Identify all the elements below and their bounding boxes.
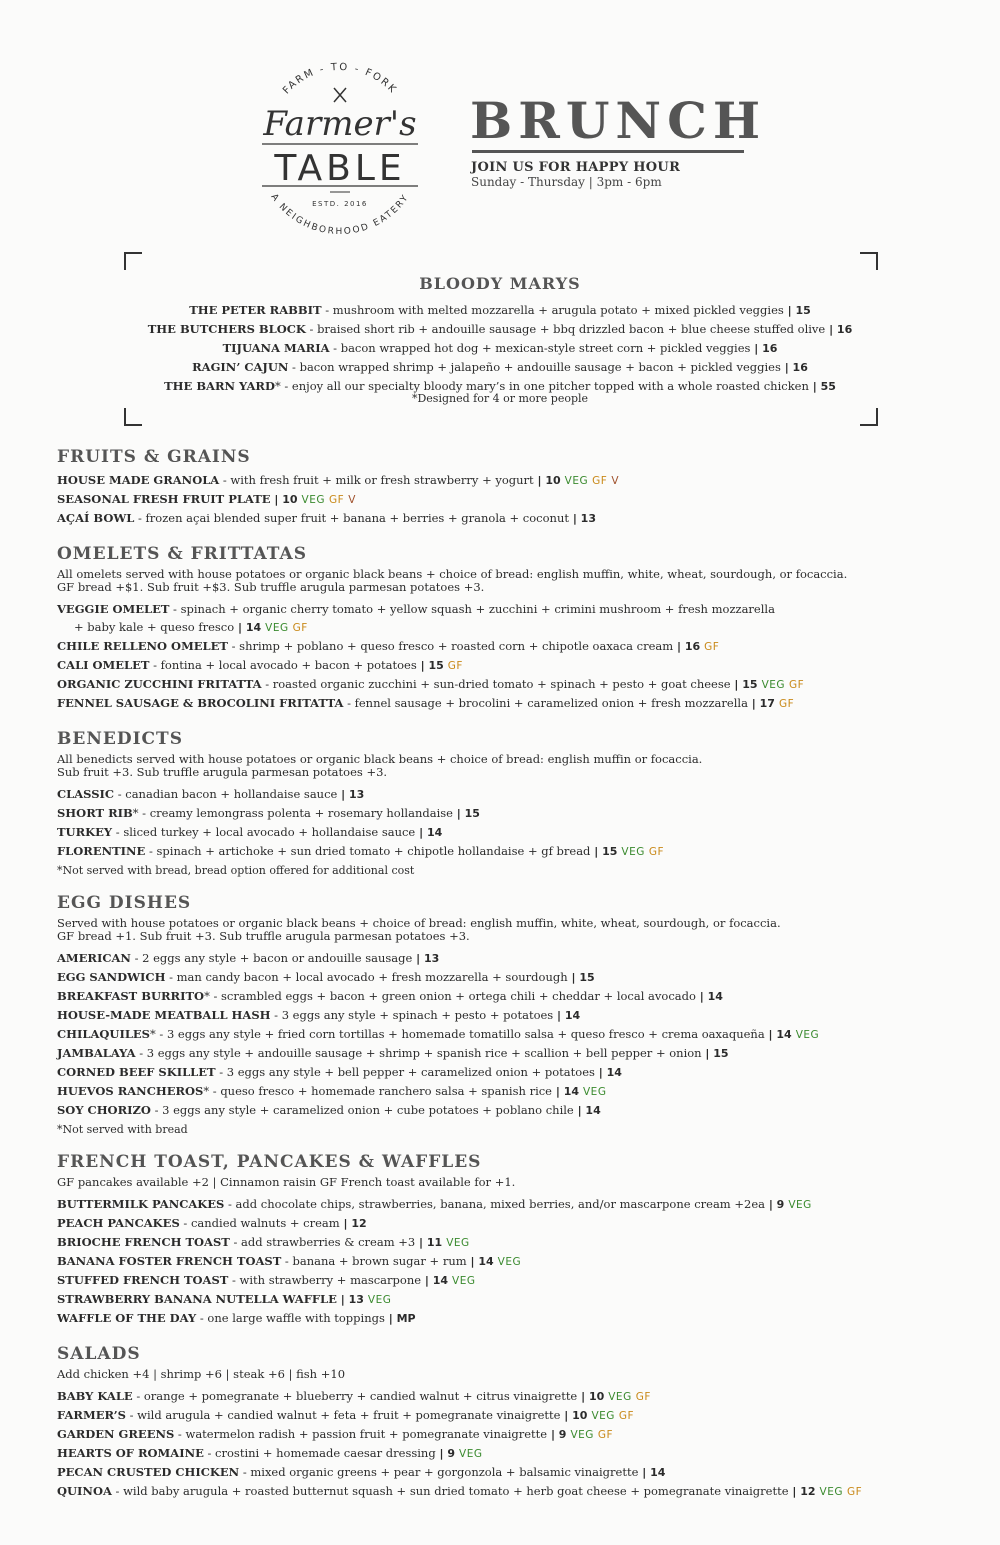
menu-item: [57, 842, 957, 861]
item-price: 9: [558, 1428, 567, 1441]
item-price: 55: [820, 380, 836, 393]
item-name: THE PETER RABBIT: [189, 303, 322, 317]
item-price: 16: [762, 342, 778, 355]
item-price: 13: [580, 512, 596, 525]
section-description-line: GF bread +1. Sub fruit +3. Sub truffle arugula parmesan potatoes +3.: [57, 929, 470, 943]
item-price: 17: [759, 697, 775, 710]
menu-sections: [57, 447, 957, 1501]
frame-corner-bottom-left: [124, 408, 142, 426]
section-description: [57, 1368, 957, 1381]
item-price: 16: [792, 361, 808, 374]
section-items: [57, 949, 957, 1120]
price-separator: |: [547, 1428, 559, 1441]
item-name: CLASSIC: [57, 787, 115, 801]
menu-item: [57, 694, 957, 713]
item-description: - 2 eggs any style + bacon or andouille sausage: [130, 951, 413, 965]
item-price: 15: [713, 1047, 729, 1060]
item-description: * - enjoy all our specialty bloody mary’s in one pitcher topped with a whole roasted chicken: [274, 379, 809, 393]
item-description: * - creamy lemongrass polenta + rosemary hollandaise: [132, 806, 453, 820]
price-separator: |: [825, 323, 837, 336]
item-description: * - queso fresco + homemade ranchero salsa + spanish rice: [203, 1084, 552, 1098]
item-name: VEGGIE OMELET: [57, 602, 170, 616]
item-price: 14: [606, 1066, 622, 1079]
section-note: *Not served with bread, bread option offered for additional cost: [57, 864, 415, 877]
section-title: FRUITS & GRAINS: [57, 447, 251, 467]
section-items: [57, 1195, 957, 1328]
item-price: 15: [602, 845, 618, 858]
menu-item: [57, 471, 957, 490]
price-separator: |: [552, 1085, 564, 1098]
item-name: STRAWBERRY BANANA NUTELLA WAFFLE: [57, 1292, 337, 1306]
price-separator: |: [783, 304, 796, 317]
item-name: CHILE RELLENO OMELET: [57, 639, 228, 653]
item-name: ORGANIC ZUCCHINI FRITATTA: [57, 677, 262, 691]
menu-item: [57, 1482, 957, 1501]
logo-bottom-arc: A NEIGHBORHOOD EATERY: [268, 192, 412, 238]
menu-section: [57, 1344, 957, 1501]
item-name: CORNED BEEF SKILLET: [57, 1065, 216, 1079]
menu-item: [57, 1006, 957, 1025]
item-description: - braised short rib + andouille sausage + bbq drizzled bacon + blue cheese stuffed olive: [305, 322, 826, 336]
dietary-tag: V: [348, 494, 356, 506]
item-name: THE BARN YARD: [164, 379, 275, 393]
menu-item: [57, 785, 957, 804]
item-price: 13: [348, 1293, 364, 1306]
menu-item: [57, 637, 957, 656]
dietary-tag: VEG: [608, 1391, 632, 1403]
item-description: - bacon wrapped hot dog + mexican-style street corn + pickled veggies: [329, 341, 751, 355]
section-items: [57, 1387, 957, 1501]
price-separator: |: [553, 1009, 565, 1022]
section-title: EGG DISHES: [57, 893, 192, 913]
price-separator: |: [750, 342, 763, 355]
item-description: - mixed organic greens + pear + gorgonzola + balsamic vinaigrette: [239, 1465, 639, 1479]
price-separator: |: [270, 493, 283, 506]
menu-item: [57, 1101, 957, 1120]
menu-item: [57, 1271, 957, 1290]
dietary-tag: VEG: [446, 1237, 470, 1249]
section-title: SALADS: [57, 1344, 141, 1364]
svg-text:FARM - TO - FORK: [281, 62, 399, 97]
menu-item: [57, 949, 957, 968]
menu-item: [57, 1387, 957, 1406]
price-separator: |: [533, 474, 546, 487]
item-price: 14: [432, 1274, 449, 1287]
section-description-line: Served with house potatoes or organic black beans + choice of bread: english muffin, white, wheat, sourdough, or focaccia.: [57, 916, 781, 930]
item-price: 12: [800, 1485, 816, 1498]
item-price: 12: [351, 1217, 367, 1230]
item-description: - man candy bacon + local avocado + fresh mozzarella + sourdough: [165, 970, 568, 984]
section-description-line: GF bread +$1. Sub fruit +$3. Sub truffle arugula parmesan potatoes +3.: [57, 580, 485, 594]
price-separator: |: [421, 1274, 433, 1287]
item-description: - watermelon radish + passion fruit + pomegranate vinaigrette: [174, 1427, 548, 1441]
farmers-table-logo: [240, 40, 440, 240]
menu-item: [57, 509, 957, 528]
section-items: [57, 600, 957, 713]
item-name: AMERICAN: [57, 951, 131, 965]
dietary-tag: GF: [847, 1486, 863, 1498]
price-separator: |: [415, 1236, 427, 1249]
dietary-tag: VEG: [564, 475, 589, 487]
item-description: - candied walnuts + cream: [179, 1216, 340, 1230]
dietary-tag: VEG: [591, 1410, 615, 1422]
dietary-tag: GF: [704, 641, 720, 653]
menu-item: [57, 1082, 957, 1101]
section-title: OMELETS & FRITTATAS: [57, 544, 307, 564]
item-name: JAMBALAYA: [57, 1046, 136, 1060]
item-price: 9: [447, 1447, 456, 1460]
item-name: QUINOA: [57, 1484, 112, 1498]
title-underline: [472, 150, 744, 153]
item-description: - with strawberry + mascarpone: [228, 1273, 422, 1287]
item-name: GARDEN GREENS: [57, 1427, 175, 1441]
price-separator: |: [764, 1028, 777, 1041]
item-name: RAGIN’ CAJUN: [192, 360, 289, 374]
item-price: 14: [245, 621, 262, 634]
menu-item: [57, 1025, 957, 1044]
price-separator: |: [435, 1447, 448, 1460]
item-price: 14: [564, 1009, 581, 1022]
item-name: BUTTERMILK PANCAKES: [57, 1197, 225, 1211]
item-description: - wild baby arugula + roasted butternut squash + sun dried tomato + herb goat cheese + pomegranate vinaigrette: [111, 1484, 789, 1498]
menu-section: [57, 544, 957, 713]
item-price: 10: [282, 493, 298, 506]
price-separator: |: [573, 1104, 586, 1117]
item-price: 16: [684, 640, 701, 653]
menu-item: [57, 1444, 957, 1463]
menu-item: [0, 320, 1000, 339]
menu-item: [57, 968, 957, 987]
item-name: SOY CHORIZO: [57, 1103, 151, 1117]
menu-item: [57, 804, 957, 823]
section-description-line: All benedicts served with house potatoes or organic black beans + choice of bread: english muffin or focaccia.: [57, 752, 703, 766]
price-separator: |: [730, 678, 743, 691]
dietary-tag: VEG: [761, 679, 786, 691]
price-separator: |: [567, 971, 580, 984]
item-name: WAFFLE OF THE DAY: [57, 1311, 197, 1325]
item-price: 13: [349, 788, 365, 801]
menu-section: [57, 893, 957, 1138]
item-name: HUEVOS RANCHEROS: [57, 1084, 204, 1098]
item-price: 14: [650, 1466, 666, 1479]
menu-item: [57, 1044, 957, 1063]
menu-item: [57, 1463, 957, 1482]
logo-word: TABLE: [274, 148, 406, 189]
dietary-tag: GF: [597, 1429, 614, 1441]
item-price: 15: [428, 659, 444, 672]
item-description: - wild arugula + candied walnut + feta + fruit + pomegranate vinaigrette: [125, 1408, 561, 1422]
item-name: CHILAQUILES: [57, 1027, 150, 1041]
item-price: 15: [579, 971, 595, 984]
menu-item: [57, 675, 957, 694]
item-description: * - 3 eggs any style + fried corn tortillas + homemade tomatillo salsa + queso fresco + crema oaxaqueña: [150, 1027, 765, 1041]
frame-corner-top-right: [860, 252, 878, 270]
happy-hour-times: Sunday - Thursday | 3pm - 6pm: [471, 175, 662, 189]
dietary-tag: VEG: [301, 494, 326, 506]
section-description: [57, 568, 957, 594]
item-description: - crostini + homemade caesar dressing: [203, 1446, 436, 1460]
dietary-tag: VEG: [367, 1294, 392, 1306]
item-price: 14: [478, 1255, 494, 1268]
item-name: BREAKFAST BURRITO: [57, 989, 205, 1003]
item-description: - spinach + organic cherry tomato + yellow squash + zucchini + crimini mushroom + fresh mozzarella: [169, 602, 775, 616]
price-separator: |: [747, 697, 760, 710]
item-description: + baby kale + queso fresco: [74, 620, 235, 634]
logo-emblem: [240, 40, 440, 240]
logo-established: ESTD. 2016: [312, 200, 368, 208]
menu-item: [0, 358, 1000, 377]
item-price: 10: [572, 1409, 588, 1422]
item-description: - fennel sausage + brocolini + caramelized onion + fresh mozzarella: [343, 696, 748, 710]
item-description: - banana + brown sugar + rum: [281, 1254, 467, 1268]
section-description: [57, 917, 957, 943]
item-description: - fontina + local avocado + bacon + potatoes: [149, 658, 417, 672]
menu-item: [57, 1406, 957, 1425]
price-separator: |: [568, 512, 581, 525]
dietary-tag: GF: [292, 622, 308, 634]
item-description: - frozen açai blended super fruit + banana + berries + granola + coconut: [134, 511, 569, 525]
price-separator: |: [415, 826, 427, 839]
dietary-tag: V: [611, 475, 620, 487]
dietary-tag: GF: [648, 846, 665, 858]
item-name: FLORENTINE: [57, 844, 146, 858]
item-name: AÇAÍ BOWL: [57, 511, 135, 525]
dietary-tag: VEG: [795, 1029, 820, 1041]
item-name: STUFFED FRENCH TOAST: [57, 1273, 229, 1287]
menu-item: [57, 987, 957, 1006]
price-separator: |: [764, 1198, 777, 1211]
price-separator: |: [336, 1293, 349, 1306]
item-description: - one large waffle with toppings: [196, 1311, 385, 1325]
item-name: BRIOCHE FRENCH TOAST: [57, 1235, 230, 1249]
menu-item: [57, 1425, 957, 1444]
menu-item: [57, 656, 957, 675]
menu-item: [57, 1063, 957, 1082]
item-name: SHORT RIB: [57, 806, 133, 820]
price-separator: |: [337, 788, 350, 801]
section-description-line: Add chicken +4 | shrimp +6 | steak +6 | fish +10: [57, 1367, 346, 1381]
menu-item: [57, 1252, 957, 1271]
happy-hour-title: JOIN US FOR HAPPY HOUR: [471, 160, 681, 175]
item-name: BANANA FOSTER FRENCH TOAST: [57, 1254, 282, 1268]
item-name: TURKEY: [57, 825, 113, 839]
price-separator: |: [695, 990, 708, 1003]
item-description: - canadian bacon + hollandaise sauce: [114, 787, 338, 801]
price-separator: |: [577, 1390, 589, 1403]
section-note: *Not served with bread: [57, 1123, 188, 1136]
price-separator: |: [416, 659, 429, 672]
bloody-marys-title: BLOODY MARYS: [419, 274, 581, 293]
frame-corner-top-left: [124, 252, 142, 270]
price-separator: |: [412, 952, 425, 965]
price-separator: |: [234, 621, 246, 634]
page-title: BRUNCH: [470, 91, 767, 150]
item-name: PEACH PANCAKES: [57, 1216, 180, 1230]
item-price: 9: [776, 1198, 785, 1211]
item-price: 14: [585, 1104, 601, 1117]
dietary-tag: GF: [447, 660, 463, 672]
item-name: CALI OMELET: [57, 658, 150, 672]
price-separator: |: [384, 1312, 397, 1325]
item-price: 15: [742, 678, 758, 691]
menu-item: [57, 1309, 957, 1328]
item-name: THE BUTCHERS BLOCK: [147, 322, 306, 336]
menu-item: [57, 823, 957, 842]
menu-item: [57, 1214, 957, 1233]
item-price: 16: [836, 323, 853, 336]
price-separator: |: [673, 640, 685, 653]
section-description-line: Sub fruit +3. Sub truffle arugula parmesan potatoes +3.: [57, 765, 388, 779]
section-items: [57, 785, 957, 861]
dietary-tag: VEG: [583, 1086, 607, 1098]
menu-item: [57, 490, 957, 509]
item-description: - orange + pomegranate + blueberry + candied walnut + citrus vinaigrette: [132, 1389, 578, 1403]
dietary-tag: VEG: [452, 1275, 476, 1287]
menu-section: [57, 1152, 957, 1328]
item-price: 10: [545, 474, 561, 487]
dietary-tag: VEG: [265, 622, 289, 634]
item-name: PECAN CRUSTED CHICKEN: [57, 1465, 240, 1479]
section-description: [57, 1176, 957, 1189]
item-price: MP: [396, 1312, 416, 1325]
item-name: FARMER’S: [57, 1408, 126, 1422]
item-price: 15: [464, 807, 480, 820]
section-description-line: GF pancakes available +2 | Cinnamon raisin GF French toast available for +1.: [57, 1175, 516, 1189]
price-separator: |: [339, 1217, 352, 1230]
bloody-marys-note: *Designed for 4 or more people: [411, 392, 589, 405]
dietary-tag: VEG: [819, 1486, 843, 1498]
item-price: 15: [795, 304, 811, 317]
menu-item: [57, 618, 957, 637]
item-description: - spinach + artichoke + sun dried tomato + chipotle hollandaise + gf bread: [145, 844, 591, 858]
item-price: 10: [588, 1390, 605, 1403]
menu-section: [57, 729, 957, 879]
section-title: BENEDICTS: [57, 729, 183, 749]
dietary-tag: VEG: [459, 1448, 483, 1460]
price-separator: |: [466, 1255, 479, 1268]
dietary-tag: GF: [329, 494, 345, 506]
price-separator: |: [638, 1466, 651, 1479]
item-name: FENNEL SAUSAGE & BROCOLINI FRITATTA: [57, 696, 344, 710]
section-description: [57, 753, 957, 779]
price-separator: |: [701, 1047, 714, 1060]
fork-knife-icon: [334, 88, 346, 102]
bloody-marys-list: [0, 301, 1000, 404]
item-name: BABY KALE: [57, 1389, 133, 1403]
price-separator: |: [560, 1409, 573, 1422]
item-price: 14: [776, 1028, 792, 1041]
dietary-tag: VEG: [788, 1199, 812, 1211]
item-name: EGG SANDWICH: [57, 970, 166, 984]
item-description: - 3 eggs any style + andouille sausage + shrimp + spanish rice + scallion + bell pepper + onion: [135, 1046, 702, 1060]
item-description: - add strawberries & cream +3: [229, 1235, 416, 1249]
price-separator: |: [788, 1485, 801, 1498]
menu-item: [0, 301, 1000, 320]
item-description: - add chocolate chips, strawberries, banana, mixed berries, and/or mascarpone cream +2ea: [224, 1197, 765, 1211]
item-description: * - scrambled eggs + bacon + green onion + ortega chili + cheddar + local avocado: [204, 989, 696, 1003]
item-price: 13: [424, 952, 440, 965]
price-separator: |: [590, 845, 603, 858]
item-description: - 3 eggs any style + bell pepper + caramelized onion + potatoes: [215, 1065, 595, 1079]
logo-script: Farmer's: [263, 104, 417, 144]
menu-item: [57, 1195, 957, 1214]
item-name: SEASONAL FRESH FRUIT PLATE: [57, 492, 271, 506]
item-name: TIJUANA MARIA: [222, 341, 330, 355]
price-separator: |: [780, 361, 793, 374]
item-description: - sliced turkey + local avocado + hollandaise sauce: [112, 825, 416, 839]
menu-item: [57, 1233, 957, 1252]
item-description: - 3 eggs any style + caramelized onion + cube potatoes + poblano chile: [150, 1103, 574, 1117]
dietary-tag: GF: [592, 475, 608, 487]
price-separator: |: [808, 380, 821, 393]
section-title: FRENCH TOAST, PANCAKES & WAFFLES: [57, 1152, 482, 1172]
dietary-tag: VEG: [570, 1429, 594, 1441]
menu-section: [57, 447, 957, 528]
item-name: HEARTS OF ROMAINE: [57, 1446, 204, 1460]
item-description: - bacon wrapped shrimp + jalapeño + andouille sausage + bacon + pickled veggies: [288, 360, 781, 374]
item-description: - 3 eggs any style + spinach + pesto + potatoes: [270, 1008, 554, 1022]
dietary-tag: GF: [635, 1391, 651, 1403]
item-name: HOUSE MADE GRANOLA: [57, 473, 220, 487]
item-price: 14: [426, 826, 443, 839]
menu-item: [0, 339, 1000, 358]
item-description: - mushroom with melted mozzarella + arugula potato + mixed pickled veggies: [321, 303, 784, 317]
menu-item: [57, 600, 957, 618]
dietary-tag: VEG: [497, 1256, 522, 1268]
dietary-tag: GF: [789, 679, 805, 691]
section-description-line: All omelets served with house potatoes or organic black beans + choice of bread: english muffin, white, wheat, sourdough, or focaccia.: [57, 567, 848, 581]
dietary-tag: GF: [618, 1410, 635, 1422]
item-price: 14: [707, 990, 723, 1003]
item-price: 11: [426, 1236, 443, 1249]
item-description: - with fresh fruit + milk or fresh strawberry + yogurt: [219, 473, 534, 487]
item-name: HOUSE-MADE MEATBALL HASH: [57, 1008, 271, 1022]
price-separator: |: [452, 807, 465, 820]
section-items: [57, 471, 957, 528]
item-description: - shrimp + poblano + queso fresco + roasted corn + chipotle oaxaca cream: [227, 639, 674, 653]
item-price: 14: [563, 1085, 579, 1098]
dietary-tag: GF: [778, 698, 795, 710]
menu-item: [57, 1290, 957, 1309]
item-description: - roasted organic zucchini + sun-dried tomato + spinach + pesto + goat cheese: [261, 677, 731, 691]
price-separator: |: [594, 1066, 607, 1079]
dietary-tag: VEG: [621, 846, 645, 858]
logo-top-arc: FARM - TO - FORK: [281, 61, 399, 97]
frame-corner-bottom-right: [860, 408, 878, 426]
